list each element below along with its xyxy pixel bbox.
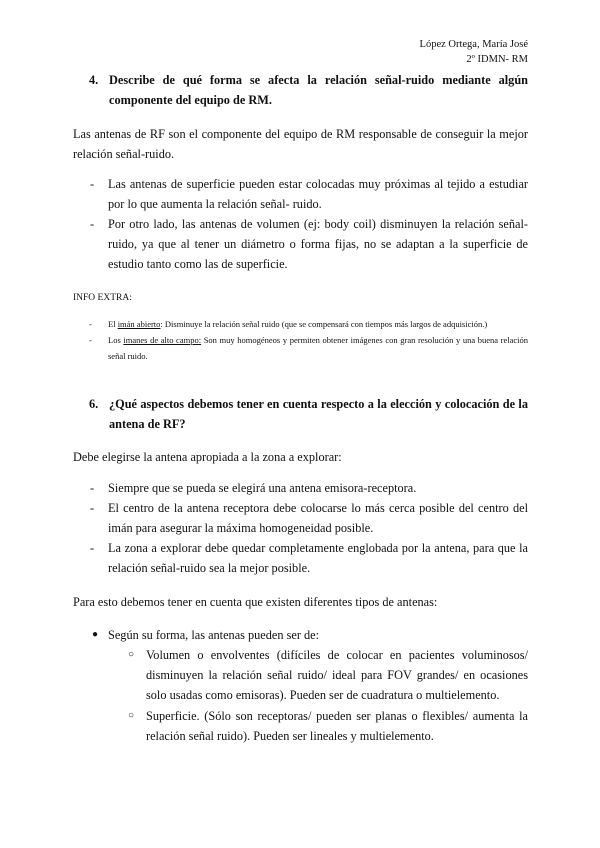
- sub-item-text: Volumen o envolventes (difíciles de colocar en pacientes voluminosos/ disminuyen la relación señal ruido/ ideal para FOV grandes/ en ocasiones solo usadas como emisoras). Pueden ser de cuadratura o multielemento.: [146, 648, 528, 702]
- bullet-item: [92, 625, 528, 645]
- underlined-term: imanes de alto campo:: [123, 335, 202, 345]
- question-6-title: ¿Qué aspectos debemos tener en cuenta respecto a la elección y colocación de la antena de RF?: [109, 397, 528, 431]
- question-4-title: Describe de qué forma se afecta la relación señal-ruido mediante algún componente del equipo de RM.: [109, 73, 528, 107]
- list-item: [73, 316, 600, 332]
- antenna-types-intro: Para esto debemos tener en cuenta que existen diferentes tipos de antenas:: [73, 595, 438, 609]
- question-4-heading: [89, 70, 528, 110]
- list-item-prefix: Los: [108, 335, 124, 345]
- dash-marker: -: [90, 217, 95, 231]
- list-item: [73, 538, 600, 578]
- course-label: 2º IDMN- RM: [466, 54, 528, 65]
- list-item: [73, 214, 600, 274]
- bullet-marker: ●: [92, 629, 99, 640]
- circle-marker: ○: [128, 649, 135, 660]
- dash-marker: -: [90, 501, 95, 515]
- question-6-list: [73, 478, 600, 578]
- question-6-number: 6.: [89, 397, 99, 411]
- list-item: [73, 174, 600, 214]
- info-extra-label: INFO EXTRA:: [73, 293, 132, 303]
- list-item-text: Por otro lado, las antenas de volumen (ej: body coil) disminuyen la relación señal-ruido, ya que al tener un diámetro o forma fijas, no se adaptan a la superficie de estudio tanto como las de superficie.: [108, 217, 528, 271]
- bullet-text: Según su forma, las antenas pueden ser de:: [108, 628, 320, 642]
- page-header: [420, 37, 528, 67]
- sub-item-text: Superficie. (Sólo son receptoras/ pueden ser planas o flexibles/ aumenta la relación señal ruido). Pueden ser lineales y multielemento.: [146, 709, 528, 743]
- circle-marker: ○: [128, 710, 135, 721]
- list-item-text: El centro de la antena receptora debe colocarse lo más cerca posible del centro del imán para asegurar la máxima homogeneidad posible.: [108, 501, 528, 535]
- question-4-intro: Las antenas de RF son el componente del equipo de RM responsable de conseguir la mejor relación señal-ruido.: [73, 127, 528, 161]
- list-item-text: : Disminuye la relación señal ruido (que se compensará con tiempos más largos de adquisición.): [160, 319, 488, 329]
- sub-item-volume: [128, 645, 528, 705]
- question-4-number: 4.: [89, 73, 99, 87]
- question-6-heading: [89, 394, 528, 434]
- sub-item-surface: [128, 706, 528, 746]
- dash-marker: -: [89, 319, 92, 329]
- list-item-text: Siempre que se pueda se elegirá una antena emisora-receptora.: [108, 481, 417, 495]
- dash-marker: -: [89, 335, 92, 345]
- list-item-text: Las antenas de superficie pueden estar colocadas muy próximas al tejido a estudiar por lo que aumenta la relación señal- ruido.: [108, 177, 528, 211]
- list-item-text: La zona a explorar debe quedar completamente englobada por la antena, para que la relación señal-ruido sea la mejor posible.: [108, 541, 528, 575]
- list-item-text: Son muy homogéneos y permiten obtener imágenes con gran resolución y una buena relación señal ruido.: [108, 335, 529, 361]
- author-name: López Ortega, María José: [419, 39, 528, 50]
- list-item: [73, 332, 600, 364]
- info-extra-list: [73, 316, 600, 364]
- question-4-list: [73, 174, 600, 274]
- list-item: [73, 478, 600, 498]
- dash-marker: -: [90, 481, 95, 495]
- question-6-intro: Debe elegirse la antena apropiada a la zona a explorar:: [73, 450, 342, 464]
- dash-marker: -: [90, 177, 95, 191]
- dash-marker: -: [90, 541, 95, 555]
- list-item-prefix: El: [108, 319, 118, 329]
- list-item: [73, 498, 600, 538]
- underlined-term: imán abierto: [117, 319, 161, 329]
